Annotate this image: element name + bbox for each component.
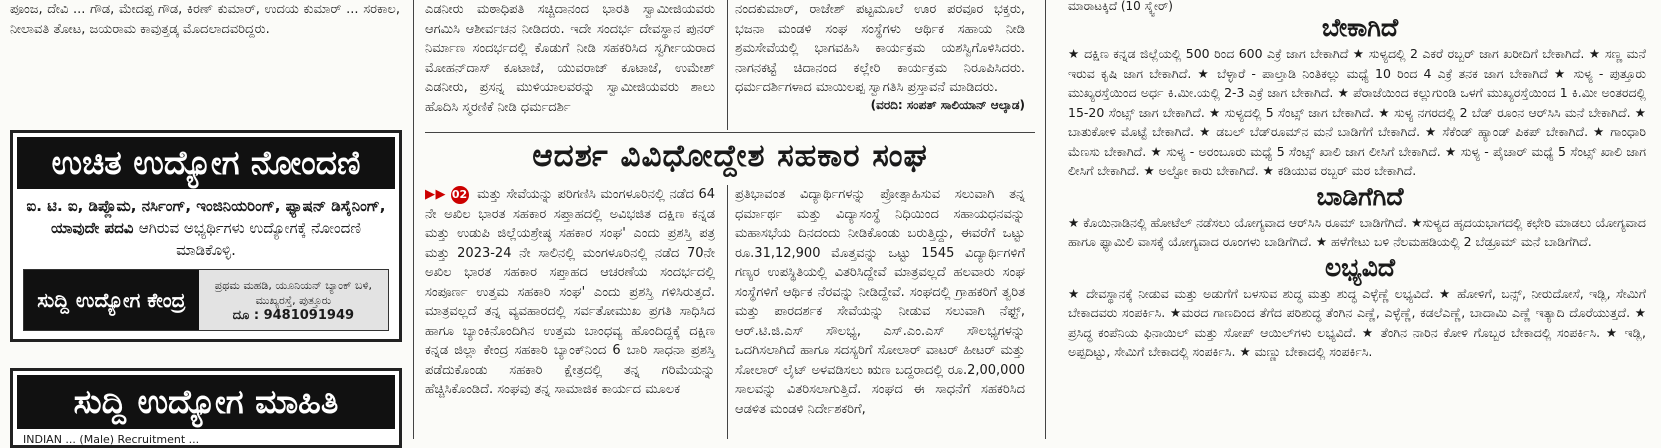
job-center-name: ಸುದ್ದಿ ಉದ್ಯೋಗ ಕೇಂದ್ರ <box>24 270 199 330</box>
for-rent-listings: ★ ಕೊಯಿನಾಡಿನಲ್ಲಿ ಹೋಟೆಲ್ ನಡೆಸಲು ಯೋಗ್ಯವಾದ ಆರ್‌ಸಿಸಿ ರೂಮ್ ಬಾಡಿಗೆಗಿದೆ. ★ಸುಳ್ಯದ ಹೃದಯಭಾಗದಲ್ಲಿ ಕಛೇರಿ ಮಾಡಲು ಯೋಗ್ಯವಾದ ಹಾಗೂ ಫ್ಯಾಮಿಲಿ ವಾಸಕ್ಕೆ ಯೋಗ್ಯವಾದ ರೂಂಗಳು ಬಾಡಿಗೆಗಿದೆ. ★ ಹಳೆಗೇಟು ಬಳಿ ನೆಲಮಹಡಿಯಲ್ಲಿ 2 ಬೆಡ್ರೂಮ್ ಮನೆ ಬಾಡಿಗೆಗಿದೆ. <box>1068 214 1646 249</box>
article-column-divider <box>727 0 728 130</box>
job-center-phone[interactable]: ದೂ : 9481091949 <box>232 307 355 323</box>
wanted-title: ಬೇಕಾಗಿದೆ <box>1321 13 1399 42</box>
article-top-left-text: ಎಡನೀರು ಮಠಾಧಿಪತಿ ಸಚ್ಚಿದಾನಂದ ಭಾರತಿ ಸ್ವಾಮೀಜಿಯವರು ಆಗಮಿಸಿ ಆಶೀರ್ವಚನ ನೀಡಿದರು. ಇದೇ ಸಂದರ್ಭ ದೇವಸ್ಥಾನ ಪುನರ್ ನಿರ್ಮಾಣ ಸಂದರ್ಭದಲ್ಲಿ ಕೊಡುಗೆ ನೀಡಿ ಸಹಕರಿಸಿದ ಸ್ವರ್ಗೀಯರಾದ ಮೋಹನ್‌ದಾಸ್ ಕೂಟಾಜೆ, ಯುವರಾಜ್ ಕೂಟಾಜೆ, ಉಮೇಶ್ ಎಡನೀರು, ಪ್ರಸನ್ನ ಮುಳಿಯಾಲವರನ್ನು ಸ್ವಾಮೀಜಿಯವರು ಶಾಲು ಹೊದಿಸಿ ಸ್ಮರಣಿಕೆ ನೀಡಿ ಧರ್ಮದರ್ಶಿ <box>425 2 715 115</box>
article-top-right-text: ನಂದಕುಮಾರ್, ರಾಜೇಶ್ ಪಟ್ಟಮೂಲೆ ಊರ ಪರವೂರ ಭಕ್ತರು, ಭಜನಾ ಮಂಡಳಿ ಸಂಘ ಸಂಸ್ಥೆಗಳು ಆರ್ಥಿಕ ಸಹಾಯ ನೀಡಿ ಶ್ರಮಸೇವೆಯಲ್ಲಿ ಭಾಗವಹಿಸಿ ಕಾರ್ಯಕ್ರಮ ಯಶಸ್ವಿಗೊಳಿಸಿದರು. ನಾಗನಕಟ್ಟೆ ಚಿದಾನಂದ ಕಲ್ಲೇರಿ ಕಾರ್ಯಕ್ರಮ ನಿರೂಪಿಸಿದರು. ಧರ್ಮದರ್ಶಿಗಳಾದ ಮಾಯಿಲಪ್ಪ ಸ್ವಾಗತಿಸಿ ಪ್ರಸ್ತಾವನೆ ಮಾಡಿದರು. <box>735 2 1025 95</box>
article-top-left <box>425 0 715 117</box>
job-center-info <box>23 269 389 331</box>
article-body-right <box>735 185 1025 419</box>
left-column <box>0 0 405 446</box>
job-info-ad[interactable] <box>10 368 402 448</box>
article-body-right-text: ಪ್ರತಿಭಾವಂತ ವಿದ್ಯಾರ್ಥಿಗಳನ್ನು ಪ್ರೋತ್ಸಾಹಿಸುವ ಸಲುವಾಗಿ ತನ್ನ ಧರ್ಮಾರ್ಥ ಮತ್ತು ವಿದ್ಯಾಸಂಸ್ಥೆ ನಿಧಿಯಿಂದ ಸಹಾಯಧನವನ್ನು ಮಹಾಸಭೆಯ ದಿನದಂದು ನೀಡಿಕೊಂಡು ಬರುತ್ತಿದ್ದು, ಈವರೆಗೆ ಒಟ್ಟು ರೂ.31,12,900 ಮೊತ್ತವನ್ನು ಒಟ್ಟು 1545 ವಿದ್ಯಾರ್ಥಿಗಳಿಗೆ ಗಣ್ಯರ ಉಪಸ್ಥಿತಿಯಲ್ಲಿ ವಿತರಿಸಿದ್ದೇವೆ ಮಾತ್ರವಲ್ಲದೆ ಹಲವಾರು ಸಂಘ ಸಂಸ್ಥೆಗಳಿಗೆ ಆರ್ಥಿಕ ನೆರವನ್ನು ನೀಡಿದ್ದೇವೆ. ಸಂಘದಲ್ಲಿ ಗ್ರಾಹಕರಿಗೆ ತ್ವರಿತ ಮತ್ತು ಪಾರದರ್ಶಕ ಸೇವೆಯನ್ನು ನೀಡುವ ಸಲುವಾಗಿ ನೆಫ್ಟ್, ಆರ್.ಟಿ.ಜಿ.ಎಸ್ ಸೌಲಭ್ಯ, ಎಸ್.ಎಂ.ಎಸ್ ಸೌಲಭ್ಯಗಳನ್ನು ಒದಗಿಸಲಾಗಿದೆ ಹಾಗೂ ಸದಸ್ಯರಿಗೆ ಸೋಲಾರ್ ವಾಟರ್ ಹೀಟರ್ ಮತ್ತು ಸೋಲಾರ್ ಲೈಟ್ ಅಳವಡಿಸಲು ಋಣ ಬದ್ದರಾದಲ್ಲಿ ರೂ.2,00,000 ಸಾಲವನ್ನು ವಿತರಿಸಲಾಗುತ್ತಿದೆ. ಸಂಘದ ಈ ಸಾಧನೆಗೆ ಸಹಕರಿಸಿದ ಆಡಳಿತ ಮಂಡಳಿ ನಿರ್ದೇಶಕರಿಗೆ, <box>735 187 1025 417</box>
qualifications-text: ಐ. ಟಿ. ಐ, ಡಿಪ್ಲೊಮ, ನರ್ಸಿಂಗ್, ಇಂಜಿನಿಯರಿಂಗ್, ಫ್ಯಾಷನ್ ಡಿಸೈನಿಂಗ್, ಯಾವುದೇ ಪದವಿ <box>26 197 386 237</box>
available-listings: ★ ದೇವಸ್ಥಾನಕ್ಕೆ ನೀಡುವ ಮತ್ತು ಅಡುಗೆಗೆ ಬಳಸುವ ಶುದ್ಧ ಮತ್ತು ಶುದ್ಧ ಎಳ್ಳೆಣ್ಣೆ ಲಭ್ಯವಿದೆ. ★ ಹೋಳಿಗೆ, ಬನ್ಸ್, ನೀರುದೋಸೆ, ಇಡ್ಲಿ, ಸೇಮಿಗೆ ಬೇಕಾದವರು ಸಂಪರ್ಕಿಸಿ. ★ಮರದ ಗಾಣದಿಂದ ತೆಗೆದ ಪರಿಶುದ್ಧ ತೆಂಗಿನ ಎಣ್ಣೆ, ಎಳ್ಳೆಣ್ಣೆ, ಕಡಲೆಎಣ್ಣೆ, ಬಾದಾಮಿ ಎಣ್ಣೆ ಇತ್ಯಾದಿ ದೊರೆಯುತ್ತದೆ. ★ ಪ್ರಸಿದ್ಧ ಕಂಪೆನಿಯ ಫಿನಾಯಿಲ್ ಮತ್ತು ಸೋಪ್ ಆಯಿಲ್‌ಗಳು ಲಭ್ಯವಿದೆ. ★ ತೆಂಗಿನ ನಾರಿನ ಕೋಳಿ ಗೊಬ್ಬರ ಬೇಕಾದಲ್ಲಿ ಸಂಪರ್ಕಿಸಿ. ★ ಇಡ್ಲಿ, ಅಪ್ಪದಿಟ್ಟು, ಸೇಮಿಗೆ ಬೇಕಾದಲ್ಲಿ ಸಂಪರ್ಕಿಸಿ. ★ ಮಣ್ಣು ಬೇಕಾದಲ್ಲಿ ಸಂಪರ್ಕಿಸಿ. <box>1068 285 1646 359</box>
report-credit: (ವರದಿ: ಸಂಪತ್ ಸಾಲಿಯಾನ್ ಆಲ್ಕಾಡ) <box>870 97 1025 112</box>
wanted-listings: ★ ದಕ್ಷಿಣ ಕನ್ನಡ ಜಿಲ್ಲೆಯಲ್ಲಿ 500 ರಿಂದ 600 ಎಕ್ರೆ ಜಾಗ ಬೇಕಾಗಿದೆ ★ ಸುಳ್ಯದಲ್ಲಿ 2 ಎಕರೆ ರಬ್ಬರ್ ಜಾಗ ಖರೀದಿಗೆ ಬೇಕಾಗಿದೆ. ★ ಸಣ್ಣ ಮನೆ ಇರುವ ಕೃಷಿ ಜಾಗ ಬೇಕಾಗಿದೆ. ★ ಬೆಳ್ಳಾರೆ - ಪಾಲ್ತಾಡಿ ನಿಂತಿಕಲ್ಲು ಮಧ್ಯೆ 10 ರಿಂದ 4 ಎಕ್ರೆ ತನಕ ಜಾಗ ಬೇಕಾಗಿದೆ ★ ಸುಳ್ಯ - ಪುತ್ತೂರು ಮುಖ್ಯರಸ್ತೆಯಿಂದ ಅರ್ಧ ಕಿ.ಮೀ.ಯಲ್ಲಿ 2-3 ಎಕ್ರೆ ಜಾಗ ಬೇಕಾಗಿದೆ. ★ ಪೆರಾಜೆಯಿಂದ ಕಲ್ಲುಗುಂಡಿ ಒಳಗೆ ಮುಖ್ಯರಸ್ತೆಯಿಂದ 1 ಕಿ.ಮೀ ಅಂತರದಲ್ಲಿ 15-20 ಸೆಂಟ್ಸ್ ಜಾಗ ಬೇಕಾಗಿದೆ. ★ ಸುಳ್ಯದಲ್ಲಿ 5 ಸೆಂಟ್ಸ್ ಜಾಗ ಬೇಕಾಗಿದೆ. ★ ಸುಳ್ಯ ನಗರದಲ್ಲಿ 2 ಬೆಡ್ ರೂಂನ ಆರ್‌ಸಿಸಿ ಮನೆ ಬೇಕಾಗಿದೆ. ★ ಬಾತುಕೋಳಿ ಮೊಟ್ಟೆ ಬೇಕಾಗಿದೆ. ★ ಡಬಲ್ ಬೆಡ್‌ರೂಮ್‌ನ ಮನೆ ಬಾಡಿಗೆಗೆ ಬೇಕಾಗಿದೆ. ★ ಸೆಕೆಂಡ್ ಹ್ಯಾಂಡ್ ಪಿಕಪ್ ಬೇಕಾಗಿದೆ. ★ ಗಾಂಧಾರಿ ಮೆಣಸು ಬೇಕಾಗಿದೆ. ★ ಸುಳ್ಯ - ಅರಂಬೂರು ಮಧ್ಯೆ 5 ಸೆಂಟ್ಸ್ ಖಾಲಿ ಜಾಗ ಲೀಸಿಗೆ ಬೇಕಾಗಿದೆ. ★ ಸುಳ್ಯ - ಪೈಚಾರ್ ಮಧ್ಯೆ 5 ಸೆಂಟ್ಸ್ ಖಾಲಿ ಜಾಗ ಲೀಸಿಗೆ ಬೇಕಾಗಿದೆ. ★ ಅಲ್ಟೋ ಕಾರು ಬೇಕಾಗಿದೆ. ★ ಕಡಿಯುವ ರಬ್ಬರ್ ಮರ ಬೇಕಾಗಿದೆ. <box>1068 46 1646 178</box>
article-marker-icon: ▶▶ <box>425 187 446 202</box>
job-info-footer: INDIAN ... (Male) Recruitment ... <box>23 433 200 446</box>
available-title: ಲಭ್ಯವಿದೆ <box>1324 252 1395 282</box>
job-registration-heading: ಉಚಿತ ಉದ್ಯೋಗ ನೋಂದಣಿ <box>17 137 395 189</box>
article-headline: ಆದರ್ಶ ವಿವಿಧೋದ್ದೇಶ ಸಹಕಾರ ಸಂಘ <box>532 138 928 174</box>
job-info-heading: ಸುದ್ದಿ ಉದ್ಯೋಗ ಮಾಹಿತಿ <box>17 375 395 429</box>
article-body-left <box>425 185 715 400</box>
column-divider <box>413 0 414 439</box>
article-page-badge: 02 <box>451 186 469 204</box>
article-body-left-text: ಮತ್ತು ಸೇವೆಯನ್ನು ಪರಿಗಣಿಸಿ ಮಂಗಳೂರಿನಲ್ಲಿ ನಡೆದ 64 ನೇ ಅಖಿಲ ಭಾರತ ಸಹಕಾರ ಸಪ್ತಾಹದಲ್ಲಿ ಅವಿಭಜಿತ ದಕ್ಷಿಣ ಕನ್ನಡ ಮತ್ತು ಉಡುಪಿ ಜಿಲ್ಲೆಯಶ್ರೇಷ್ಠ ಸಹಕಾರ ಸಂಘ' ಎಂದು ಪ್ರಶಸ್ತಿ ಪತ್ರ ಮತ್ತು 2023-24 ನೇ ಸಾಲಿನಲ್ಲಿ ಮಂಗಳೂರಿನಲ್ಲಿ ನಡೆದ 70ನೇ ಅಖಿಲ ಭಾರತ ಸಹಕಾರ ಸಪ್ತಾಹದ ಆಚರಣೆಯ ಸಂದರ್ಭದಲ್ಲಿ ಸಂಪೂರ್ಣ ಉತ್ತಮ ಸಹಕಾರಿ ಸಂಘ' ಎಂದು ಪ್ರಶಸ್ತಿ ಗಳಿಸಿರುತ್ತದೆ. ಮಾತ್ರವಲ್ಲದೆ ತನ್ನ ವ್ಯವಹಾರದಲ್ಲಿ ಸರ್ವತೋಮುಖ ಪ್ರಗತಿ ಸಾಧಿಸಿದ ಹಾಗೂ ಬ್ಯಾಂಕಿನೊಂದಿಗಿನ ಉತ್ತಮ ಬಾಂಧವ್ಯ ಹೊಂದಿದ್ದಕ್ಕೆ ದಕ್ಷಿಣ ಕನ್ನಡ ಜಿಲ್ಲಾ ಕೇಂದ್ರ ಸಹಕಾರಿ ಬ್ಯಾಂಕ್‌ನಿಂದ 6 ಬಾರಿ ಸಾಧನಾ ಪ್ರಶಸ್ತಿ ಪಡೆದುಕೊಂಡು ಸಹಕಾರಿ ಕ್ಷೇತ್ರದಲ್ಲಿ ತನ್ನ ಗರಿಮೆಯನ್ನು ಹೆಚ್ಚಿಸಿಕೊಂಡಿದೆ. ಸಂಘವು ತನ್ನ ಸಾಮಾಜಿಕ ಕಾರ್ಯದ ಮೂಲಕ <box>425 187 716 397</box>
classifieds-top-text: ಮಾರಾಟಕ್ಕಿದೆ (10 ಸ್ಕ್ವೇರ್) <box>1068 0 1173 13</box>
register-call-text: ಆಗಿರುವ ಅಭ್ಯರ್ಥಿಗಳು ಉದ್ಯೋಗಕ್ಕೆ ನೋಂದಣಿ ಮಾಡಿಕೊಳ್ಳಿ. <box>138 219 361 259</box>
article-top-right <box>735 0 1025 113</box>
column-divider <box>1045 0 1046 439</box>
left-top-paragraph: ಪೂಂಜ, ದೇವಿ ... ಗೌಡ, ಮೇದಪ್ಪ ಗೌಡ, ಕಿರಣ್ ಕುಮಾರ್, ಉದಯ ಕುಮಾರ್ ... ಸರಕಾಲ, ನೀಲಾವತಿ ತೋಟ, ಜಯರಾಮ ಕಾವುತ್ತಡ್ಕ ಮೊದಲಾದವರಿದ್ದರು. <box>10 2 400 37</box>
article-body-divider <box>727 185 728 439</box>
job-registration-ad[interactable] <box>10 130 402 342</box>
job-center-contact <box>199 270 388 330</box>
job-registration-body <box>13 193 399 263</box>
for-rent-title: ಬಾಡಿಗೆಗಿದೆ <box>1316 181 1404 211</box>
classifieds-column <box>1060 0 1660 439</box>
middle-column <box>425 0 1035 439</box>
article-separator <box>425 132 1035 133</box>
job-center-address: ಪ್ರಥಮ ಮಹಡಿ, ಯೂನಿಯನ್ ಬ್ಯಾಂಕ್ ಬಳಿ, ಮುಖ್ಯರಸ್ತೆ, ಪುತ್ತೂರು <box>214 278 372 307</box>
